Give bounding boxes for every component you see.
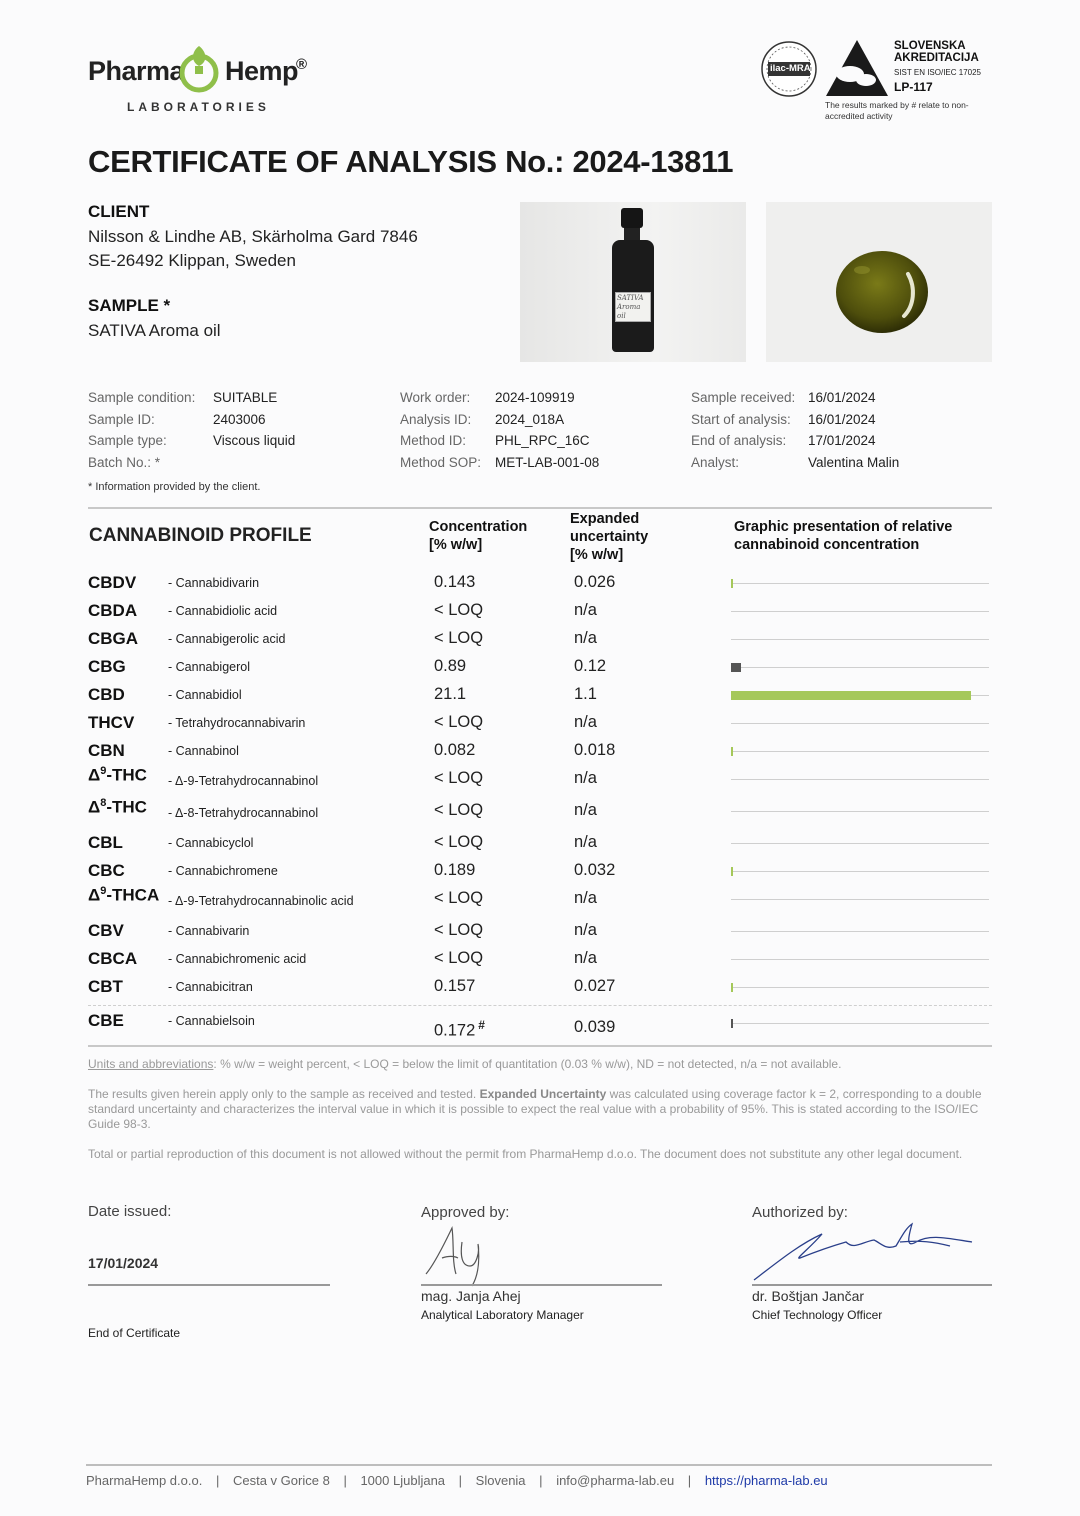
oil-drop-photo xyxy=(766,202,992,362)
footer-company: PharmaHemp d.o.o. xyxy=(86,1473,203,1488)
non-accredited-mark: # xyxy=(478,1018,485,1032)
cannabinoid-name: - Cannabidiolic acid xyxy=(168,604,278,618)
accreditation-code: LP-117 xyxy=(894,80,933,94)
registered-mark: ® xyxy=(296,56,308,73)
table-row xyxy=(0,765,1080,794)
cannabinoid-name: - Cannabigerolic acid xyxy=(168,632,286,646)
concentration-bar xyxy=(731,579,733,588)
cannabinoid-abbreviation: THCV xyxy=(88,713,135,732)
cannabinoid-abbreviation: CBG xyxy=(88,657,126,676)
bar-track xyxy=(731,583,989,584)
concentration-value: < LOQ xyxy=(434,889,484,907)
table-row xyxy=(0,797,1080,826)
date-line xyxy=(88,1284,330,1286)
logo-word-pharma: Pharma xyxy=(88,56,185,86)
date-issued-label: Date issued: xyxy=(88,1203,172,1220)
meta-label: Start of analysis: xyxy=(691,411,791,427)
cannabinoid-name: - Cannabigerol xyxy=(168,660,250,674)
certificate-title: CERTIFICATE OF ANALYSIS No.: 2024-13811 xyxy=(88,144,734,179)
slovenian-accreditation-logo xyxy=(824,38,890,98)
approved-line xyxy=(421,1284,662,1286)
cannabinoid-name: - Cannabinol xyxy=(168,744,239,758)
table-row xyxy=(0,832,1080,858)
accreditation-note: The results marked by # relate to non-accredited activity xyxy=(825,100,969,121)
meta-value: Valentina Malin xyxy=(808,454,900,470)
table-row xyxy=(0,628,1080,654)
concentration-bar xyxy=(731,1019,733,1028)
cannabinoid-abbreviation: CBT xyxy=(88,977,123,996)
cannabinoid-name: - Cannabielsoin xyxy=(168,1014,255,1028)
results-note-c: was calculated using coverage factor k = 2, corresponding to a double standard uncertainty and characterizes the interval value in which it is possible to expect the real value with a probability of 95%. This is stated according to the ISO/IEC Guide 98-3. xyxy=(88,1087,982,1131)
table-row xyxy=(0,684,1080,710)
bar-track xyxy=(731,811,989,812)
uncertainty-value: n/a xyxy=(574,833,597,851)
cannabinoid-abbreviation: CBGA xyxy=(88,629,139,648)
cannabinoid-profile-title: CANNABINOID PROFILE xyxy=(89,525,312,546)
meta-label: Sample ID: xyxy=(88,411,155,427)
cannabinoid-abbreviation: CBE xyxy=(88,1011,124,1030)
bar-track xyxy=(731,987,989,988)
company-logo xyxy=(88,42,318,116)
logo-word-hemp: Hemp xyxy=(225,56,299,86)
concentration-value: < LOQ xyxy=(434,833,484,851)
cannabinoid-abbreviation: CBL xyxy=(88,833,123,852)
table-row xyxy=(0,656,1080,682)
uncertainty-value: n/a xyxy=(574,629,597,647)
meta-value: Viscous liquid xyxy=(213,433,296,449)
meta-value: 2024-109919 xyxy=(495,390,575,405)
cannabinoid-name: - Δ-9-Tetrahydrocannabinol xyxy=(168,774,319,788)
sample-bottle-photo xyxy=(520,202,746,362)
uncertainty-value: 1.1 xyxy=(574,685,597,703)
bottle-label-text: SATIVA Aroma oil xyxy=(617,294,644,320)
authorized-line xyxy=(752,1284,992,1286)
concentration-bar xyxy=(731,663,741,672)
cannabinoid-name: - Tetrahydrocannabivarin xyxy=(168,716,306,730)
cannabinoid-abbreviation: CBN xyxy=(88,741,125,760)
authorized-name: dr. Boštjan Jančar xyxy=(752,1288,865,1304)
bar-track xyxy=(731,667,989,668)
footer-country: Slovenia xyxy=(475,1473,526,1488)
cannabinoid-abbreviation: CBC xyxy=(88,861,125,880)
reproduction-note: Total or partial reproduction of this document is not allowed without the permit from PharmaHemp d.o.o. The document does not substitute any other legal document. xyxy=(88,1147,963,1161)
bar-track xyxy=(731,899,989,900)
table-row xyxy=(0,860,1080,886)
accreditation-title-2: AKREDITACIJA xyxy=(894,52,979,64)
cannabinoid-abbreviation: CBD xyxy=(88,685,125,704)
dashed-divider xyxy=(88,1005,992,1006)
sample-name: SATIVA Aroma oil xyxy=(88,321,221,340)
meta-label: Method SOP: xyxy=(400,454,482,470)
meta-value: 16/01/2024 xyxy=(808,411,876,427)
uncertainty-value: n/a xyxy=(574,801,597,819)
uncertainty-value: n/a xyxy=(574,713,597,731)
concentration-value: 0.082 xyxy=(434,741,476,759)
meta-label: Method ID: xyxy=(400,433,467,449)
cannabinoid-abbreviation: $\Delta^9$-THC xyxy=(88,765,147,785)
cannabinoid-name: - Δ-9-Tetrahydrocannabinolic acid xyxy=(168,894,354,908)
uncertainty-value: n/a xyxy=(574,889,597,907)
meta-value: 17/01/2024 xyxy=(808,433,876,449)
concentration-header xyxy=(429,518,527,554)
cannabinoid-abbreviation: $\Delta^9$-THCA xyxy=(88,885,160,905)
meta-label: Sample received: xyxy=(691,390,796,405)
sample-label: SAMPLE * xyxy=(88,296,171,315)
accreditation-standard: SIST EN ISO/IEC 17025 xyxy=(894,68,982,77)
footer-divider xyxy=(86,1464,992,1466)
cannabinoid-name: - Cannabicyclol xyxy=(168,836,254,850)
footer-street: Cesta v Gorice 8 xyxy=(232,1473,330,1488)
bar-track xyxy=(731,931,989,932)
cannabinoid-name: - Δ-8-Tetrahydrocannabinol xyxy=(168,806,319,820)
footer-city: 1000 Ljubljana xyxy=(360,1473,446,1488)
bottle-cap xyxy=(621,208,643,228)
approved-signature xyxy=(422,1222,502,1288)
concentration-value: < LOQ xyxy=(434,601,484,619)
table-row xyxy=(0,740,1080,766)
uncertainty-header-line2: uncertainty xyxy=(570,529,649,545)
meta-value: 16/01/2024 xyxy=(808,390,876,405)
concentration-bar xyxy=(731,691,971,700)
cannabinoid-name: - Cannabicitran xyxy=(168,980,253,994)
footer-email[interactable]: info@pharma-lab.eu xyxy=(556,1473,675,1488)
cannabinoid-abbreviation: $\Delta^8$-THC xyxy=(88,797,147,817)
client-address-line2: SE-26492 Klippan, Sweden xyxy=(88,251,296,270)
uncertainty-value: 0.026 xyxy=(574,573,616,591)
accreditation-block xyxy=(760,38,1000,128)
concentration-value: 0.172 # xyxy=(434,1018,485,1040)
units-link[interactable]: Units and abbreviations xyxy=(88,1057,214,1071)
accreditation-title-1: SLOVENSKA xyxy=(894,40,966,52)
authorized-role: Chief Technology Officer xyxy=(752,1308,883,1322)
cannabinoid-abbreviation: CBV xyxy=(88,921,124,940)
results-note xyxy=(88,1087,992,1132)
concentration-value: 21.1 xyxy=(434,685,467,703)
table-row xyxy=(0,885,1080,914)
date-issued-value: 17/01/2024 xyxy=(88,1255,159,1271)
divider-top xyxy=(88,507,992,509)
table-row xyxy=(0,1010,1080,1040)
concentration-value: < LOQ xyxy=(434,801,484,819)
concentration-header-line1: Concentration xyxy=(429,519,528,535)
bar-track xyxy=(731,639,989,640)
graphic-header-line1: Graphic presentation of relative xyxy=(734,519,953,535)
uncertainty-value: n/a xyxy=(574,949,597,967)
meta-label: End of analysis: xyxy=(691,433,787,449)
bar-track xyxy=(731,843,989,844)
end-of-certificate: End of Certificate xyxy=(88,1326,181,1340)
cannabinoid-name: - Cannabidiol xyxy=(168,688,242,702)
uncertainty-value: 0.12 xyxy=(574,657,607,675)
bottle-label xyxy=(615,292,651,322)
table-row xyxy=(0,920,1080,946)
units-text: : % w/w = weight percent, < LOQ = below the limit of quantitation (0.03 % w/w), ND = not detected, n/a = not available. xyxy=(213,1057,842,1071)
bar-track xyxy=(731,1023,989,1024)
concentration-bar xyxy=(731,983,733,992)
cannabinoid-abbreviation: CBDA xyxy=(88,601,138,620)
graphic-header-line2: cannabinoid concentration xyxy=(734,537,920,553)
meta-value: 2024_018A xyxy=(495,411,565,427)
uncertainty-value: n/a xyxy=(574,921,597,939)
bar-track xyxy=(731,751,989,752)
concentration-value: < LOQ xyxy=(434,921,484,939)
concentration-bar xyxy=(731,747,733,756)
meta-value: PHL_RPC_16C xyxy=(495,433,590,449)
logo-subtitle: LABORATORIES xyxy=(127,100,270,114)
cannabinoid-abbreviation: CBCA xyxy=(88,949,138,968)
uncertainty-value: n/a xyxy=(574,601,597,619)
approved-by-label: Approved by: xyxy=(421,1204,510,1221)
meta-label: Sample condition: xyxy=(88,390,196,405)
cannabinoid-name: - Cannabichromene xyxy=(168,864,278,878)
concentration-value: 0.157 xyxy=(434,977,476,995)
concentration-value: 0.89 xyxy=(434,657,467,675)
bar-track xyxy=(731,779,989,780)
bar-track xyxy=(731,723,989,724)
results-note-a: The results given herein apply only to the sample as received and tested. xyxy=(88,1087,480,1101)
results-note-b: Expanded Uncertainty xyxy=(479,1087,607,1101)
meta-label: Batch No.: * xyxy=(88,454,161,470)
uncertainty-header-line1: Expanded xyxy=(570,511,640,527)
meta-value: SUITABLE xyxy=(213,390,278,405)
footer: PharmaHemp d.o.o. | Cesta v Gorice 8 | 1000 Ljubljana | Slovenia | info@pharma-lab.eu | https://pharma-lab.eu xyxy=(86,1473,828,1488)
concentration-value: < LOQ xyxy=(434,949,484,967)
concentration-header-line2: [% w/w] xyxy=(429,537,483,553)
footer-website-link[interactable]: https://pharma-lab.eu xyxy=(704,1473,828,1488)
concentration-bar xyxy=(731,867,733,876)
table-row xyxy=(0,572,1080,598)
table-row xyxy=(0,948,1080,974)
cannabinoid-name: - Cannabivarin xyxy=(168,924,250,938)
authorized-signature xyxy=(750,1220,980,1286)
uncertainty-value: 0.018 xyxy=(574,741,616,759)
table-row xyxy=(0,712,1080,738)
table-row xyxy=(0,976,1080,1002)
meta-label: Analysis ID: xyxy=(400,411,472,427)
oil-drop-image xyxy=(766,202,992,362)
cannabinoid-name: - Cannabichromenic acid xyxy=(168,952,307,966)
uncertainty-header xyxy=(570,510,648,564)
meta-value: MET-LAB-001-08 xyxy=(495,454,600,470)
uncertainty-value: n/a xyxy=(574,769,597,787)
authorized-by-label: Authorized by: xyxy=(752,1204,848,1221)
approved-name: mag. Janja Ahej xyxy=(421,1288,521,1304)
client-label: CLIENT xyxy=(88,202,150,221)
table-row xyxy=(0,600,1080,626)
graphic-header xyxy=(734,518,952,554)
concentration-value: < LOQ xyxy=(434,629,484,647)
bar-track xyxy=(731,871,989,872)
bar-track xyxy=(731,611,989,612)
bar-track xyxy=(731,959,989,960)
uncertainty-value: 0.032 xyxy=(574,861,616,879)
concentration-value: 0.189 xyxy=(434,861,476,879)
cannabinoid-name: - Cannabidivarin xyxy=(168,576,260,590)
uncertainty-value: 0.027 xyxy=(574,977,616,995)
uncertainty-header-line3: [% w/w] xyxy=(570,547,624,563)
concentration-value: < LOQ xyxy=(434,713,484,731)
meta-value: 2403006 xyxy=(213,411,266,427)
units-note xyxy=(88,1057,992,1072)
client-info-footnote: * Information provided by the client. xyxy=(88,481,261,493)
uncertainty-value: 0.039 xyxy=(574,1018,616,1036)
approved-role: Analytical Laboratory Manager xyxy=(421,1308,584,1322)
meta-label: Sample type: xyxy=(88,433,167,449)
meta-label: Analyst: xyxy=(691,454,740,470)
bottle-body xyxy=(612,240,654,352)
divider-bottom xyxy=(88,1045,992,1047)
concentration-value: < LOQ xyxy=(434,769,484,787)
concentration-value: 0.143 xyxy=(434,573,476,591)
meta-label: Work order: xyxy=(400,390,471,405)
ilac-mra-label: ilac-MRA xyxy=(770,63,811,74)
client-address-line1: Nilsson & Lindhe AB, Skärholma Gard 7846 xyxy=(88,227,418,246)
flask-logo-icon xyxy=(177,42,223,94)
cannabinoid-abbreviation: CBDV xyxy=(88,573,137,592)
